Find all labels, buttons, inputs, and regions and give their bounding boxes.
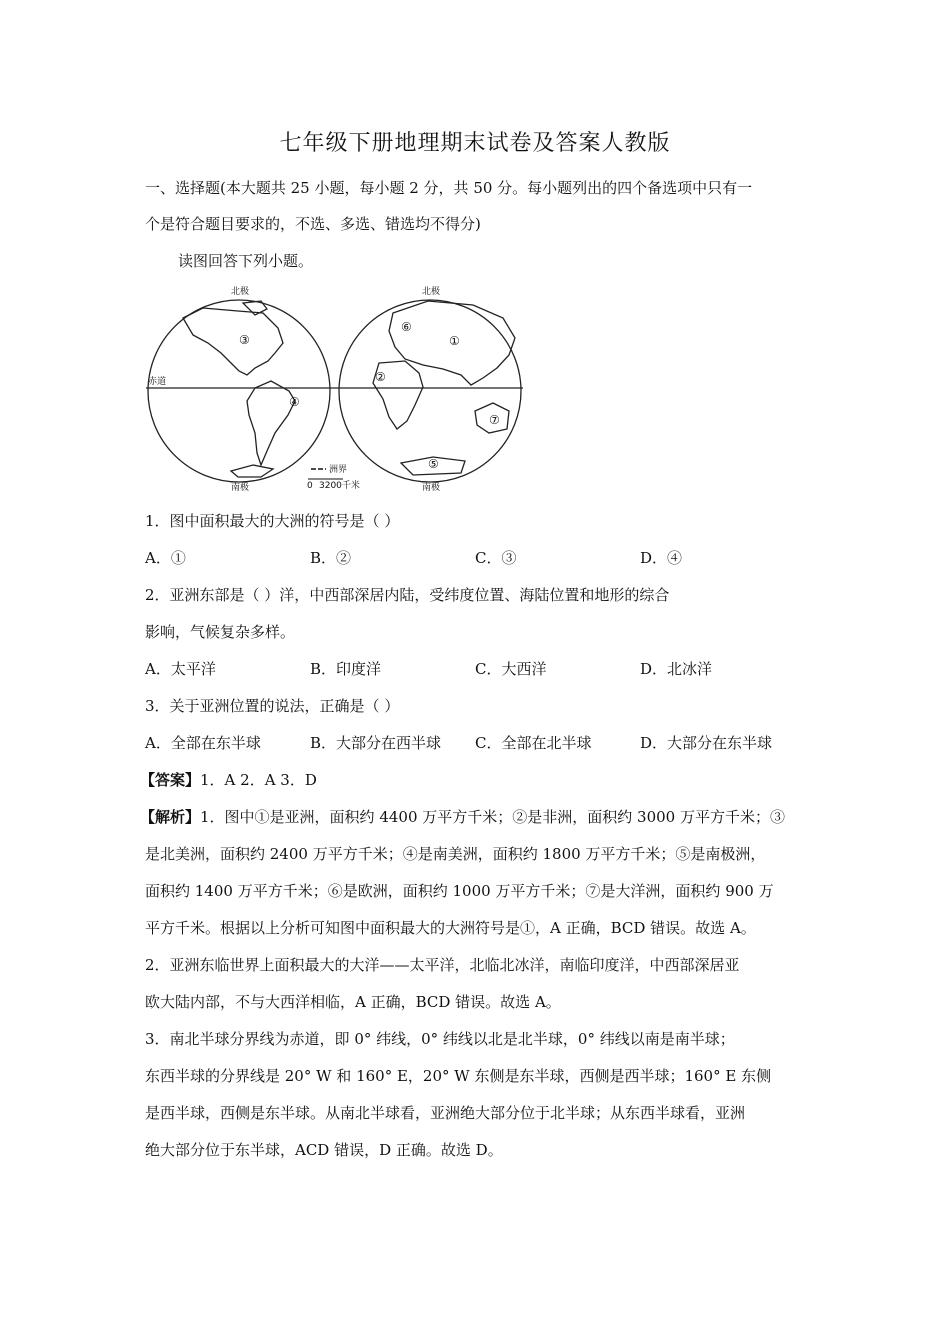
north-america-shape: [183, 308, 283, 375]
question-2-option-c: C．大西洋: [475, 660, 547, 678]
south-america-shape: [247, 381, 295, 465]
map-mark-4: ④: [289, 395, 300, 409]
question-2-option-d: D．北冰洋: [640, 660, 713, 678]
map-south-pole-west: 南极: [231, 483, 250, 493]
question-1-option-d: D．④: [640, 549, 683, 567]
analysis-line-10: 绝大部分位于东半球，ACD 错误，D 正确。故选 D。: [145, 1141, 503, 1159]
map-legend-boundary: 洲界: [329, 465, 348, 475]
antarctica-west-shape: [231, 465, 273, 477]
analysis-line-4: 平方千米。根据以上分析可知图中面积最大的大洲符号是①，A 正确，BCD 错误。故选 A。: [145, 919, 756, 937]
answer-label: 【答案】: [140, 771, 201, 789]
instruction-text: 读图回答下列小题。: [178, 252, 314, 270]
map-north-pole-west: 北极: [231, 287, 250, 297]
map-mark-5: ⑤: [428, 457, 439, 471]
question-1-option-c: C．③: [475, 549, 517, 567]
analysis-line-2: 是北美洲，面积约 2400 万平方千米；④是南美洲，面积约 1800 万平方千米；⑤是南极洲，: [145, 845, 766, 863]
section-heading-line1: 一、选择题(本大题共 25 小题，每小题 2 分，共 50 分。每小题列出的四个备选项中只有一: [145, 179, 753, 197]
analysis-line-9: 是西半球，西侧是东半球。从南北半球看，亚洲绝大部分位于北半球；从东西半球看，亚洲: [145, 1104, 746, 1122]
question-2-option-a: A．太平洋: [145, 660, 216, 678]
map-mark-7: ⑦: [489, 413, 500, 427]
question-2-stem-line1: 2．亚洲东部是（ ）洋，中西部深居内陆，受纬度位置、海陆位置和地形的综合: [145, 586, 670, 604]
question-3-stem: 3．关于亚洲位置的说法，正确是（ ）: [145, 697, 400, 715]
analysis-line-1: [140, 807, 805, 827]
answer-line: [140, 770, 805, 790]
question-3-option-c: C．全部在北半球: [475, 734, 592, 752]
map-mark-3: ③: [239, 333, 250, 347]
question-1-stem: 1．图中面积最大的大洲的符号是（ ）: [145, 512, 400, 530]
map-mark-6: ⑥: [401, 320, 412, 334]
question-1-option-b: B．②: [310, 549, 352, 567]
western-hemisphere-outline: [148, 300, 330, 482]
analysis-line-6: 欧大陆内部，不与大西洋相临，A 正确，BCD 错误。故选 A。: [145, 993, 561, 1011]
question-3-option-d: D．大部分在东半球: [640, 734, 773, 752]
question-3-option-b: B．大部分在西半球: [310, 734, 442, 752]
analysis-line-5: 2．亚洲东临世界上面积最大的大洋——太平洋，北临北冰洋，南临印度洋，中西部深居亚: [145, 956, 740, 974]
map-north-pole-east: 北极: [422, 287, 441, 297]
map-mark-2: ②: [375, 370, 386, 384]
answer-text: 1．A 2．A 3．D: [200, 771, 317, 789]
analysis-label: 【解析】: [140, 808, 201, 826]
map-mark-1: ①: [449, 334, 460, 348]
analysis-text-1: 1．图中①是亚洲，面积约 4400 万平方千米；②是非洲，面积约 3000 万平方千米；③: [200, 808, 785, 826]
question-1-option-a: A．①: [145, 549, 186, 567]
analysis-line-7: 3．南北半球分界线为赤道，即 0° 纬线，0° 纬线以北是北半球，0° 纬线以南是南半球；: [145, 1030, 735, 1048]
eastern-hemisphere-outline: [339, 300, 521, 482]
map-scale-zero: 0: [307, 481, 313, 491]
question-3-option-a: A．全部在东半球: [145, 734, 261, 752]
world-hemispheres-map: [143, 283, 535, 495]
map-equator-label: 赤道: [148, 377, 167, 387]
analysis-line-3: 面积约 1400 万平方千米；⑥是欧洲，面积约 1000 万平方千米；⑦是大洋洲，面积约 900 万: [145, 882, 774, 900]
page-title: 七年级下册地理期末试卷及答案人教版: [279, 131, 671, 156]
question-2-option-b: B．印度洋: [310, 660, 382, 678]
question-2-stem-line2: 影响，气候复杂多样。: [145, 623, 296, 641]
section-heading-line2: 个是符合题目要求的，不选、多选、错选均不得分): [145, 215, 481, 233]
analysis-line-8: 东西半球的分界线是 20° W 和 160° E，20° W 东侧是东半球，西侧是西半球；160° E 东侧: [145, 1067, 772, 1085]
map-scale-value: 3200千米: [319, 481, 360, 491]
map-south-pole-east: 南极: [422, 483, 441, 493]
